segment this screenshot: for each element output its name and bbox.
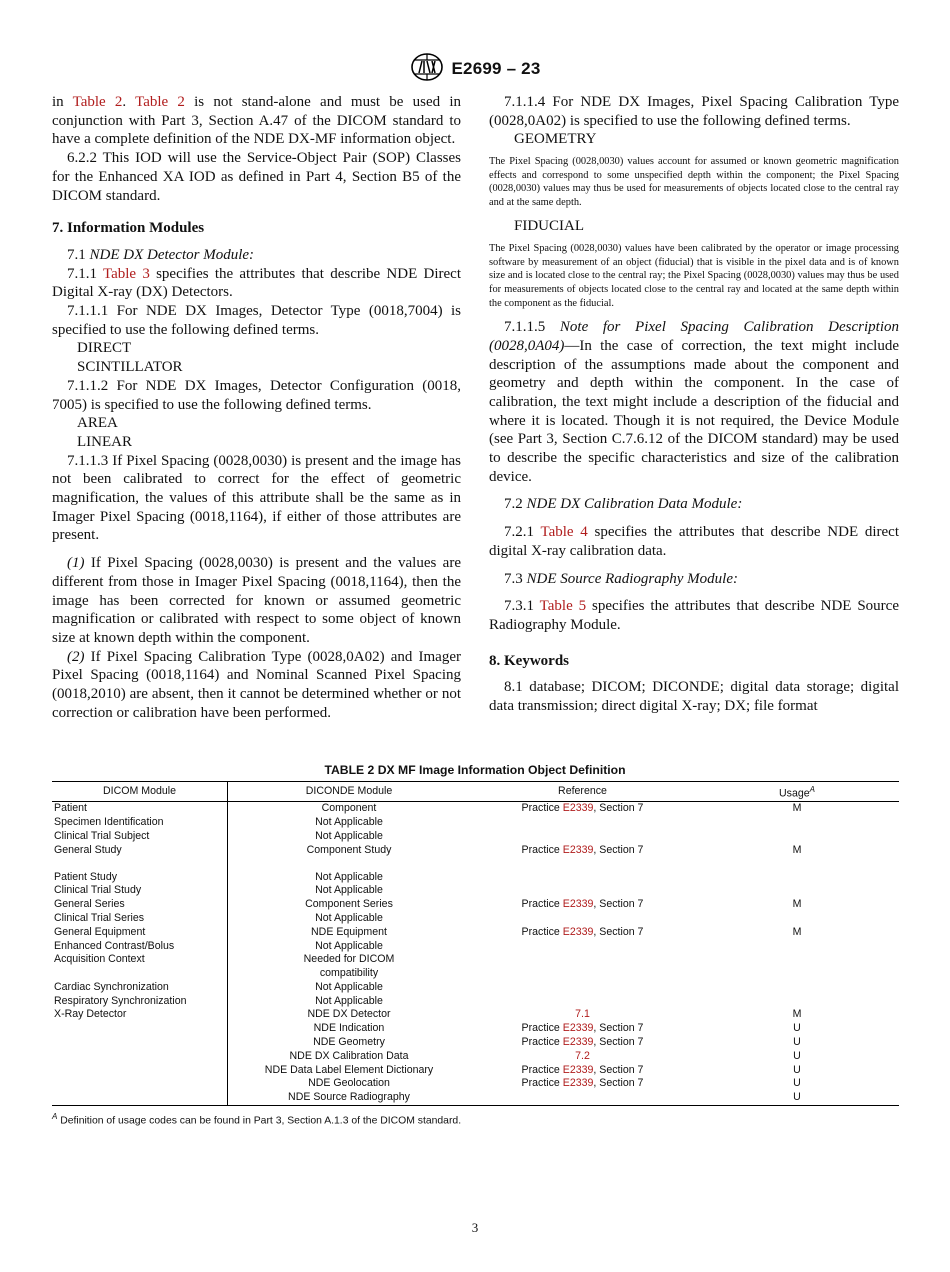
header-reference: Reference <box>470 782 695 802</box>
cell-diconde-module: Not Applicable <box>315 884 383 897</box>
table-row <box>52 967 899 981</box>
term-direct: DIRECT <box>77 340 132 357</box>
header-usage: Usage$^A$ <box>695 782 899 802</box>
cell-reference <box>470 830 695 844</box>
cell-diconde-module: Not Applicable <box>315 994 383 1007</box>
section-7-heading: 7. Information Modules <box>52 220 205 237</box>
table-row <box>52 858 899 871</box>
cell-reference: Practice E2339, Section 7 <box>521 843 644 856</box>
table-row <box>52 884 899 898</box>
cell-usage: M <box>792 843 802 856</box>
cell-reference: Practice E2339, Section 7 <box>521 1022 644 1035</box>
cell-reference: Practice E2339, Section 7 <box>521 898 644 911</box>
term-linear: LINEAR <box>77 433 132 450</box>
table-4-link[interactable]: Table 4 <box>540 524 588 541</box>
table-row <box>52 1022 899 1036</box>
table-row <box>52 844 899 858</box>
cell-usage <box>695 967 899 981</box>
cell-diconde-module: Not Applicable <box>315 911 383 924</box>
cell-dicom-module <box>52 1064 228 1078</box>
section-7-2-heading: 7.2 NDE DX Calibration Data Module: <box>504 496 743 513</box>
table-row <box>52 953 899 967</box>
table-row <box>52 830 899 844</box>
cell-reference <box>470 858 695 871</box>
cell-reference <box>470 967 695 981</box>
paragraph-7-1-1-4: 7.1.1.4 For NDE DX Images, Pixel Spacing Calibration Type (0028,0A02) is specified to use the following defined terms. <box>489 94 899 129</box>
cell-diconde-module: Not Applicable <box>315 829 383 842</box>
reference-link[interactable]: 7.2 <box>575 1049 590 1062</box>
section-7-3-heading: 7.3 NDE Source Radiography Module: <box>504 570 738 587</box>
table-row <box>52 981 899 995</box>
reference-link[interactable]: E2339 <box>562 1022 594 1035</box>
cell-dicom-module: Clinical Trial Subject <box>52 830 228 844</box>
term-geometry: GEOMETRY <box>514 131 597 148</box>
cell-diconde-module: NDE DX Calibration Data <box>289 1049 409 1062</box>
cell-usage <box>695 816 899 830</box>
list-item-1: (1) If Pixel Spacing (0028,0030) is present and the values are different from those in Imager Pixel Spacing (0018,1164), then the image has been corrected for known or assumed geometric magnification or calibrated with respect to some object of known size at known depth within the component. <box>52 555 461 646</box>
cell-diconde-module: NDE Indication <box>313 1022 385 1035</box>
header-dicom-module: DICOM Module <box>52 782 228 802</box>
table-row <box>52 1050 899 1064</box>
table-row <box>52 816 899 830</box>
document-code: E2699 – 23 <box>451 59 541 78</box>
cell-diconde-module: compatibility <box>319 967 379 980</box>
cell-diconde-module: Not Applicable <box>315 870 383 883</box>
reference-link[interactable]: E2339 <box>562 802 594 815</box>
cell-usage <box>695 995 899 1009</box>
cell-usage <box>695 912 899 926</box>
cell-dicom-module: X-Ray Detector <box>52 1008 228 1022</box>
cell-dicom-module: Specimen Identification <box>52 816 228 830</box>
cell-reference <box>470 981 695 995</box>
paragraph-7-2-1: 7.2.1 Table 4 specifies the attributes that describe NDE direct digital X-ray calibration data. <box>489 524 900 559</box>
geometry-description: The Pixel Spacing (0028,0030) values account for assumed or known geometric magnification effects and correspond to some unspecified depth within the component; the Pixel Spacing (0028,0030) values may thus be used for measurements of objects located close to the central ray and at the same depth. <box>489 156 899 208</box>
cell-dicom-module: Enhanced Contrast/Bolus <box>52 940 228 954</box>
cell-diconde-module <box>228 858 471 871</box>
cell-reference <box>470 1008 695 1022</box>
cell-dicom-module <box>52 1050 228 1064</box>
cell-reference: Practice E2339, Section 7 <box>521 1036 644 1049</box>
paragraph-7-1-1-3: 7.1.1.3 If Pixel Spacing (0028,0030) is present and the image has not been calibrated to correct for the effect of geometric magnification, the values of this attribute shall be the same as in Imager Pixel Spacing (0018,1164), if either of those attributes are present. <box>52 452 461 544</box>
paragraph-8-1: 8.1 database; DICOM; DICONDE; digital data storage; digital data transmission; direct digital X-ray; DX; file format <box>489 679 899 715</box>
reference-link[interactable]: E2339 <box>562 1036 594 1049</box>
cell-diconde-module: Not Applicable <box>315 816 383 829</box>
cell-diconde-module: Component Study <box>306 843 392 856</box>
table-2-link[interactable]: Table 2 <box>72 94 123 110</box>
cell-dicom-module <box>52 967 228 981</box>
table-2-title: TABLE 2 DX MF Image Information Object Definition <box>324 763 626 777</box>
cell-usage: U <box>793 1063 801 1076</box>
cell-diconde-module: NDE Equipment <box>311 925 387 938</box>
table-row <box>52 1008 899 1022</box>
paragraph-7-1-1-2: 7.1.1.2 For NDE DX Images, Detector Configuration (0018, 7005) is specified to use the following defined terms. <box>52 377 461 413</box>
cell-reference <box>470 995 695 1009</box>
term-fiducial: FIDUCIAL <box>514 218 584 235</box>
cell-diconde-module: NDE DX Detector <box>307 1008 391 1021</box>
table-row <box>52 898 899 912</box>
table-row <box>52 912 899 926</box>
cell-dicom-module <box>52 1077 228 1091</box>
table-header-row <box>52 782 899 802</box>
cell-usage: U <box>695 1091 899 1105</box>
table-5-link[interactable]: Table 5 <box>539 598 587 615</box>
term-area: AREA <box>77 415 118 432</box>
cell-dicom-module: Cardiac Synchronization <box>52 981 228 995</box>
cell-reference <box>470 1091 695 1105</box>
cell-dicom-module <box>52 1091 228 1105</box>
cell-dicom-module: General Series <box>52 898 228 912</box>
cell-usage <box>695 981 899 995</box>
cell-dicom-module: Patient Study <box>52 871 228 885</box>
paragraph-7-1-1-5: 7.1.1.5 Note for Pixel Spacing Calibration Description (0028,0A04)—In the case of correction, the text might include description of the assumptions made about the component and geometry and depth within the component. In the case of calibration, the text might include a description of the fiducial and where it is located. Though it is not required, the Device Module (see Part 3, Section C.7.6.12 of the DICOM standard) may be used to describe the specific characteristics and size of the calibration device. <box>489 319 899 485</box>
cell-diconde-module: Component <box>321 802 377 815</box>
left-column <box>52 93 461 723</box>
reference-link[interactable]: E2339 <box>562 1077 594 1090</box>
cell-usage: M <box>792 925 802 938</box>
cell-usage: M <box>792 898 802 911</box>
cell-diconde-module: NDE Source Radiography <box>228 1091 471 1105</box>
cell-reference <box>470 884 695 898</box>
cell-reference: Practice E2339, Section 7 <box>521 1077 644 1090</box>
table-row <box>52 1064 899 1078</box>
cell-diconde-module: NDE Geometry <box>313 1036 385 1049</box>
cell-dicom-module: General Study <box>52 844 228 858</box>
fiducial-description: The Pixel Spacing (0028,0030) values have been calibrated by the operator or image processing software by measurement of an object (fiducial) that is visible in the pixel data and is of known size and is located close to the central ray; the Pixel Spacing (0028,0030) values may thus be used for measurements of objects located close to the central ray and located at the same depth within the component as the fiducial. <box>489 243 899 309</box>
table-row <box>52 1036 899 1050</box>
page-number: 3 <box>471 1220 479 1235</box>
header-diconde-module: DICONDE Module <box>228 782 471 802</box>
paragraph-7-3-1: 7.3.1 Table 5 specifies the attributes that describe NDE Source Radiography Module. <box>489 598 899 633</box>
cell-diconde-module: Not Applicable <box>315 980 383 993</box>
table-row <box>52 1091 899 1105</box>
paragraph-7-1-1: 7.1.1 Table 3 specifies the attributes that describe NDE Direct Digital X-ray (DX) Detectors. <box>52 265 461 301</box>
cell-reference <box>470 871 695 885</box>
cell-usage <box>695 830 899 844</box>
reference-link[interactable]: E2339 <box>562 843 594 856</box>
cell-usage: M <box>792 1008 802 1021</box>
cell-usage <box>695 871 899 885</box>
paragraph-6-2-2: 6.2.2 This IOD will use the Service-Object Pair (SOP) Classes for the Enhanced XA IOD as defined in Part 4, Section B5 of the DICOM standard. <box>52 150 461 204</box>
list-item-2: (2) If Pixel Spacing Calibration Type (0028,0A02) and Imager Pixel Spacing (0018,1164) and Nominal Scanned Pixel Spacing (0018,2010) are absent, then it cannot be determined whether or not correction or calibration have been performed. <box>52 648 461 721</box>
cell-usage: M <box>792 802 802 815</box>
cell-dicom-module: Respiratory Synchronization <box>52 995 228 1009</box>
table-row <box>52 802 899 816</box>
cell-reference <box>470 953 695 967</box>
cell-dicom-module <box>52 858 228 871</box>
table-footnote: $^A$ Definition of usage codes can be found in Part 3, Section A.1.3 of the DICOM standard. <box>52 1112 462 1127</box>
cell-diconde-module: Not Applicable <box>315 939 383 952</box>
cell-usage: U <box>793 1077 801 1090</box>
term-scintillator: SCINTILLATOR <box>77 359 183 376</box>
cell-reference <box>470 912 695 926</box>
cell-diconde-module: Needed for DICOM <box>303 953 395 966</box>
reference-link[interactable]: 7.1 <box>575 1008 590 1021</box>
right-column <box>489 93 899 716</box>
cell-dicom-module <box>52 1022 228 1036</box>
reference-link[interactable]: E2339 <box>562 925 594 938</box>
astm-logo-icon <box>410 52 444 87</box>
section-7-1-heading: 7.1 NDE DX Detector Module: <box>67 246 255 263</box>
cell-usage <box>695 858 899 871</box>
cell-diconde-module: Component Series <box>305 898 393 911</box>
table-3-link[interactable]: Table 3 <box>102 265 150 282</box>
paragraph-7-1-1-1: 7.1.1.1 For NDE DX Images, Detector Type (0018,7004) is specified to use the following defined terms. <box>52 303 461 338</box>
cell-usage <box>695 953 899 967</box>
table-2 <box>52 781 899 1106</box>
cell-dicom-module: Clinical Trial Series <box>52 912 228 926</box>
cell-usage: U <box>793 1049 801 1062</box>
table-row <box>52 995 899 1009</box>
cell-diconde-module: NDE Geolocation <box>308 1077 390 1090</box>
cell-usage <box>695 940 899 954</box>
cell-usage <box>695 884 899 898</box>
cell-dicom-module: Acquisition Context <box>52 953 228 967</box>
table-row <box>52 940 899 954</box>
cell-reference <box>470 816 695 830</box>
cell-reference <box>470 940 695 954</box>
table-row <box>52 871 899 885</box>
section-8-heading: 8. Keywords <box>489 652 569 669</box>
page-header <box>0 55 950 83</box>
table-2-link-2[interactable]: Table 2 <box>135 94 185 110</box>
cell-usage: U <box>793 1022 801 1035</box>
cell-dicom-module: Clinical Trial Study <box>52 884 228 898</box>
table-row <box>52 1077 899 1091</box>
cell-reference: Practice E2339, Section 7 <box>521 925 644 938</box>
table-row <box>52 926 899 940</box>
cell-diconde-module: NDE Data Label Element Dictionary <box>264 1063 434 1076</box>
cell-usage: U <box>793 1036 801 1049</box>
cell-dicom-module: General Equipment <box>52 926 228 940</box>
cell-reference: Practice E2339, Section 7 <box>521 1063 644 1076</box>
reference-link[interactable]: E2339 <box>562 1063 594 1076</box>
reference-link[interactable]: E2339 <box>562 898 594 911</box>
cell-reference: Practice E2339, Section 7 <box>521 802 644 815</box>
paragraph-6-2-1-tail: in Table 2. Table 2 is not stand-alone and must be used in conjunction with Part 3, Section A.47 of the DICOM standard to have a complete definition of the NDE DX-MF information object. <box>52 94 461 148</box>
cell-dicom-module: Patient <box>52 802 228 816</box>
cell-reference <box>470 1050 695 1064</box>
cell-dicom-module <box>52 1036 228 1050</box>
